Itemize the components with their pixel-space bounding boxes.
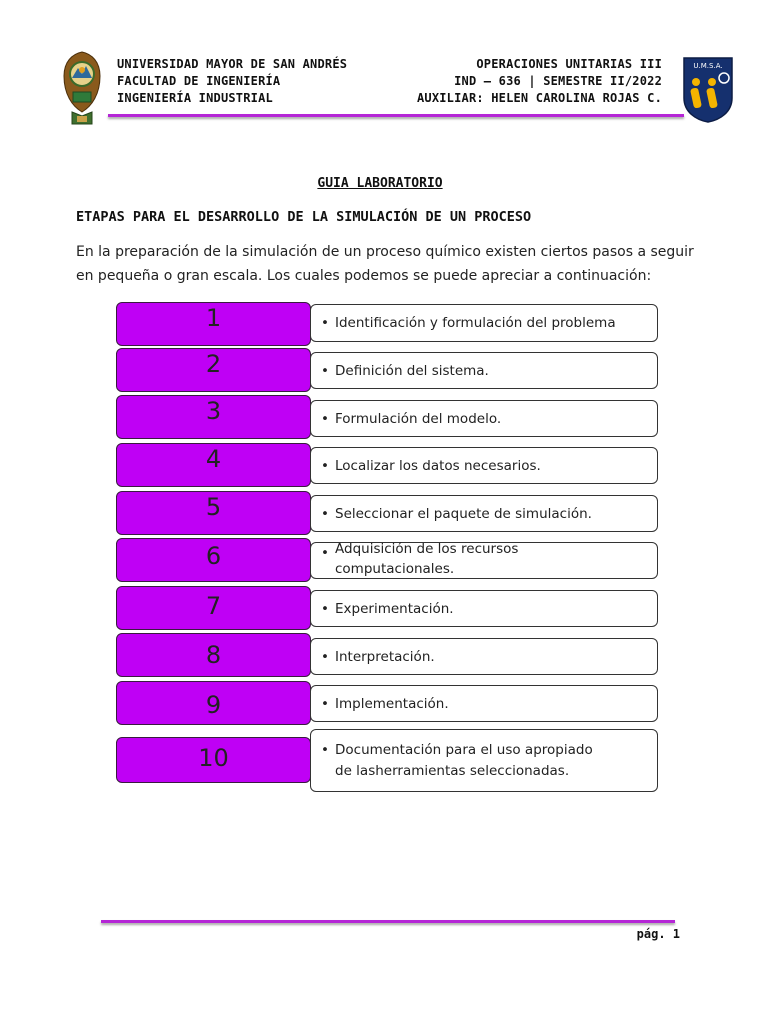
header-career: INGENIERÍA INDUSTRIAL — [117, 91, 273, 105]
header-faculty: FACULTAD DE INGENIERÍA — [117, 74, 281, 88]
step-number: 5 — [116, 491, 311, 535]
header-assistant: AUXILIAR: HELEN CAROLINA ROJAS C. — [416, 91, 662, 105]
step-number: 9 — [116, 681, 311, 725]
bullet-icon: • — [321, 601, 329, 617]
step-text: Documentación para el uso apropiado de lasherramientas seleccionadas. — [335, 742, 593, 779]
step-text: Formulación del modelo. — [335, 411, 502, 427]
step-text: Localizar los datos necesarios. — [335, 458, 541, 474]
step-number: 6 — [116, 538, 311, 582]
step-text: Interpretación. — [335, 649, 435, 665]
step-number: 4 — [116, 443, 311, 487]
bullet-icon: • — [321, 696, 329, 712]
step-description — [310, 590, 658, 627]
bullet-icon: • — [321, 649, 329, 665]
bullet-icon: • — [321, 506, 329, 522]
step-text: Adquisición de los recursos computacionales. — [335, 541, 519, 577]
step-text: Definición del sistema. — [335, 363, 489, 379]
step-description — [310, 638, 658, 675]
step-number: 7 — [116, 586, 311, 630]
bullet-icon: • — [321, 315, 329, 331]
logo-text: U.M.S.A. — [693, 62, 723, 70]
step-description — [310, 542, 658, 579]
step-number: 2 — [116, 348, 311, 392]
section-heading: ETAPAS PARA EL DESARROLLO DE LA SIMULACIÓN DE UN PROCESO — [76, 209, 532, 225]
intro-paragraph: En la preparación de la simulación de un proceso químico existen ciertos pasos a seguir en pequeña o gran escala. Los cuales podemos se puede apreciar a continuación: — [76, 244, 694, 284]
step-text: Implementación. — [335, 696, 449, 712]
step-text: Seleccionar el paquete de simulación. — [335, 506, 592, 522]
bullet-icon: • — [321, 458, 329, 474]
footer-divider — [101, 920, 675, 923]
step-text: Experimentación. — [335, 601, 454, 617]
step-description — [310, 400, 658, 437]
header-course: OPERACIONES UNITARIAS III — [476, 57, 662, 71]
step-number: 10 — [116, 737, 311, 783]
step-description — [310, 447, 658, 484]
step-description — [310, 304, 658, 342]
step-number: 1 — [116, 302, 311, 346]
document-title: GUIA LABORATORIO — [317, 176, 443, 191]
step-description — [310, 729, 658, 792]
header-semester: IND – 636 | SEMESTRE II/2022 — [454, 74, 662, 88]
bullet-icon: • — [321, 742, 329, 758]
page-number: pág. 1 — [636, 927, 680, 941]
bullet-icon: • — [321, 363, 329, 379]
step-number: 3 — [116, 395, 311, 439]
bullet-icon: • — [321, 545, 329, 561]
step-description — [310, 495, 658, 532]
step-description — [310, 352, 658, 389]
header-university: UNIVERSIDAD MAYOR DE SAN ANDRÉS — [117, 57, 348, 71]
step-description — [310, 685, 658, 722]
bullet-icon: • — [321, 411, 329, 427]
step-number: 8 — [116, 633, 311, 677]
step-text: Identificación y formulación del problema — [335, 315, 616, 331]
